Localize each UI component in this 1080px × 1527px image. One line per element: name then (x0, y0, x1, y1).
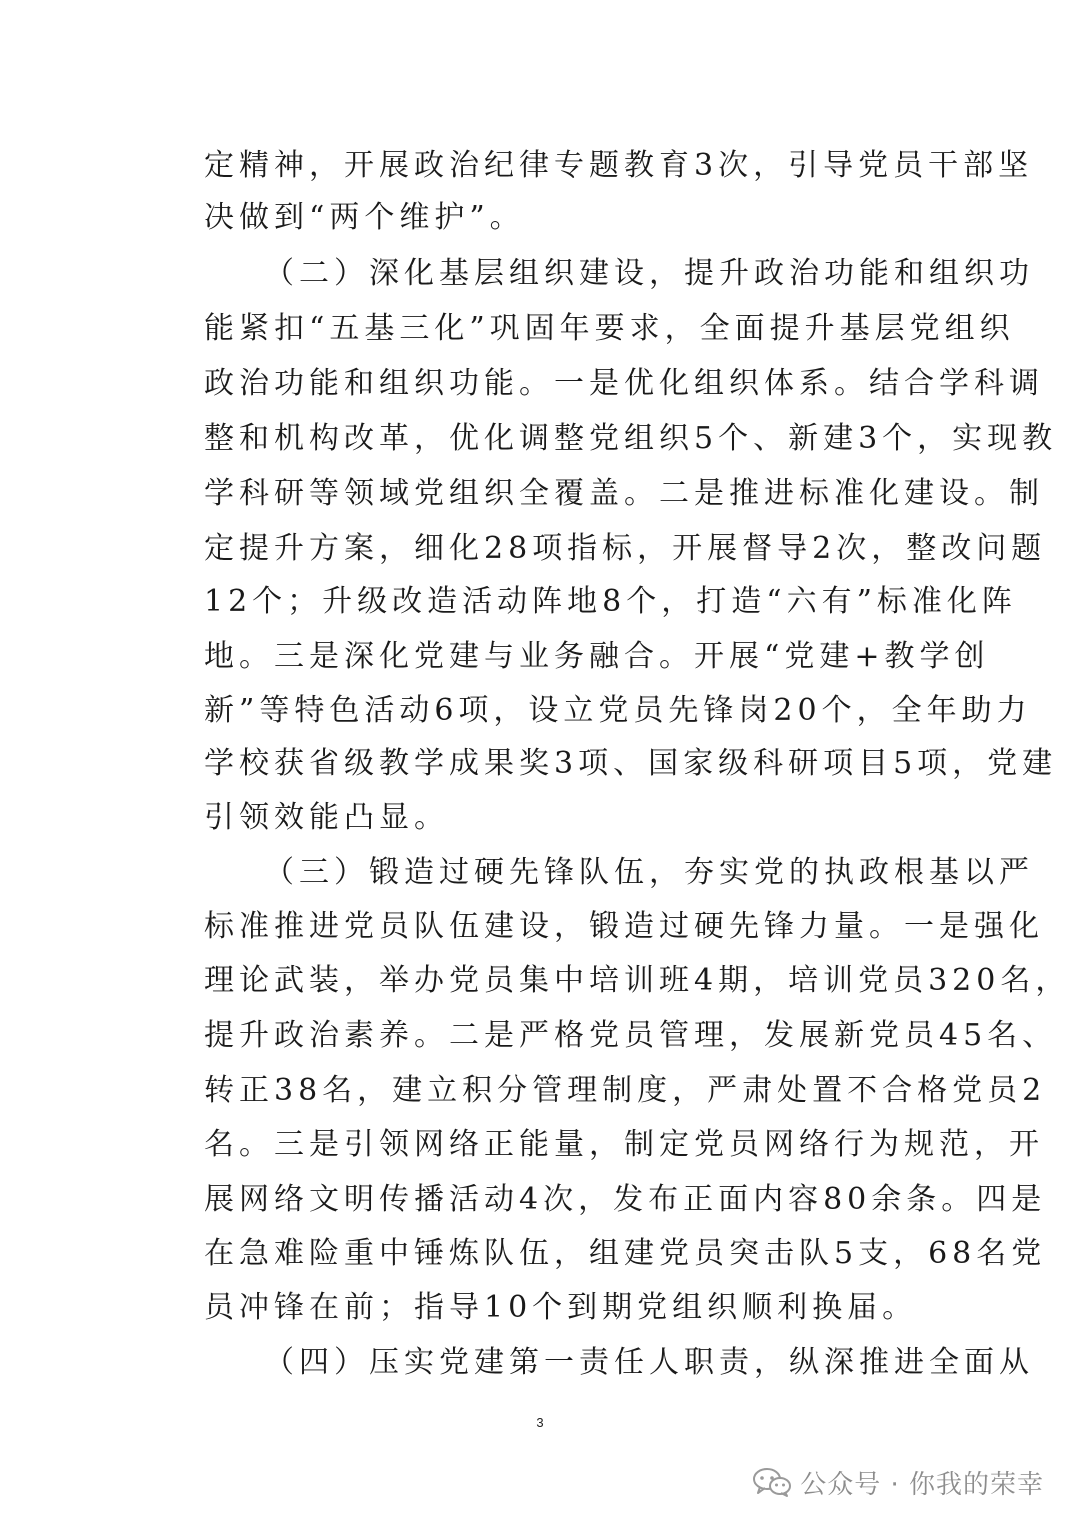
watermark (752, 1460, 1044, 1504)
text-line: 定提升方案，细化28项指标，开展督导2次，整改问题 (204, 531, 1047, 566)
section-heading: （三）锻造过硬先锋队伍，夯实党的执政根基以严 (264, 855, 1034, 890)
text-line: 地。三是深化党建与业务融合。开展“党建+教学创 (204, 639, 990, 674)
text-line: 引领效能凸显。 (204, 800, 449, 835)
text-line: 标准推进党员队伍建设，锻造过硬先锋力量。一是强化 (204, 909, 1044, 944)
text-line: 学科研等领域党组织全覆盖。二是推进标准化建设。制 (204, 476, 1044, 511)
text-line: 员冲锋在前；指导10个到期党组织顺利换届。 (204, 1290, 918, 1325)
text-line: 政治功能和组织功能。一是优化组织体系。结合学科调 (204, 366, 1044, 401)
page-number: 3 (536, 1415, 544, 1430)
text-line: 12个；升级改造活动阵地8个，打造“六有”标准化阵 (204, 584, 1017, 619)
text-line: 理论武装，举办党员集中培训班4期，培训党员320名， (204, 963, 1071, 998)
wechat-icon (752, 1467, 792, 1497)
text-line: 提升政治素养。二是严格党员管理，发展新党员45名、 (204, 1018, 1058, 1053)
text-line: 决做到“两个维护”。 (204, 200, 525, 235)
text-line: 整和机构改革，优化调整党组织5个、新建3个，实现教 (204, 421, 1058, 456)
text-line: 名。三是引领网络正能量，制定党员网络行为规范，开 (204, 1127, 1044, 1162)
section-heading: （二）深化基层组织建设，提升政治功能和组织功 (264, 256, 1034, 291)
text-line: 学校获省级教学成果奖3项、国家级科研项目5项，党建 (204, 746, 1058, 781)
text-line: 转正38名，建立积分管理制度，严肃处置不合格党员2 (204, 1073, 1047, 1108)
text-line: 能紧扣“五基三化”巩固年要求，全面提升基层党组织 (204, 311, 1015, 346)
text-line: 展网络文明传播活动4次，发布正面内容80余条。四是 (204, 1182, 1047, 1217)
text-line: 新”等特色活动6项，设立党员先锋岗20个，全年助力 (204, 693, 1032, 728)
section-heading: （四）压实党建第一责任人职责，纵深推进全面从 (264, 1345, 1034, 1380)
watermark-text: 公众号 · 你我的荣幸 (800, 1469, 1044, 1500)
text-line: 定精神，开展政治纪律专题教育3次，引导党员干部坚 (204, 148, 1034, 183)
text-line: 在急难险重中锤炼队伍，组建党员突击队5支，68名党 (204, 1236, 1047, 1271)
